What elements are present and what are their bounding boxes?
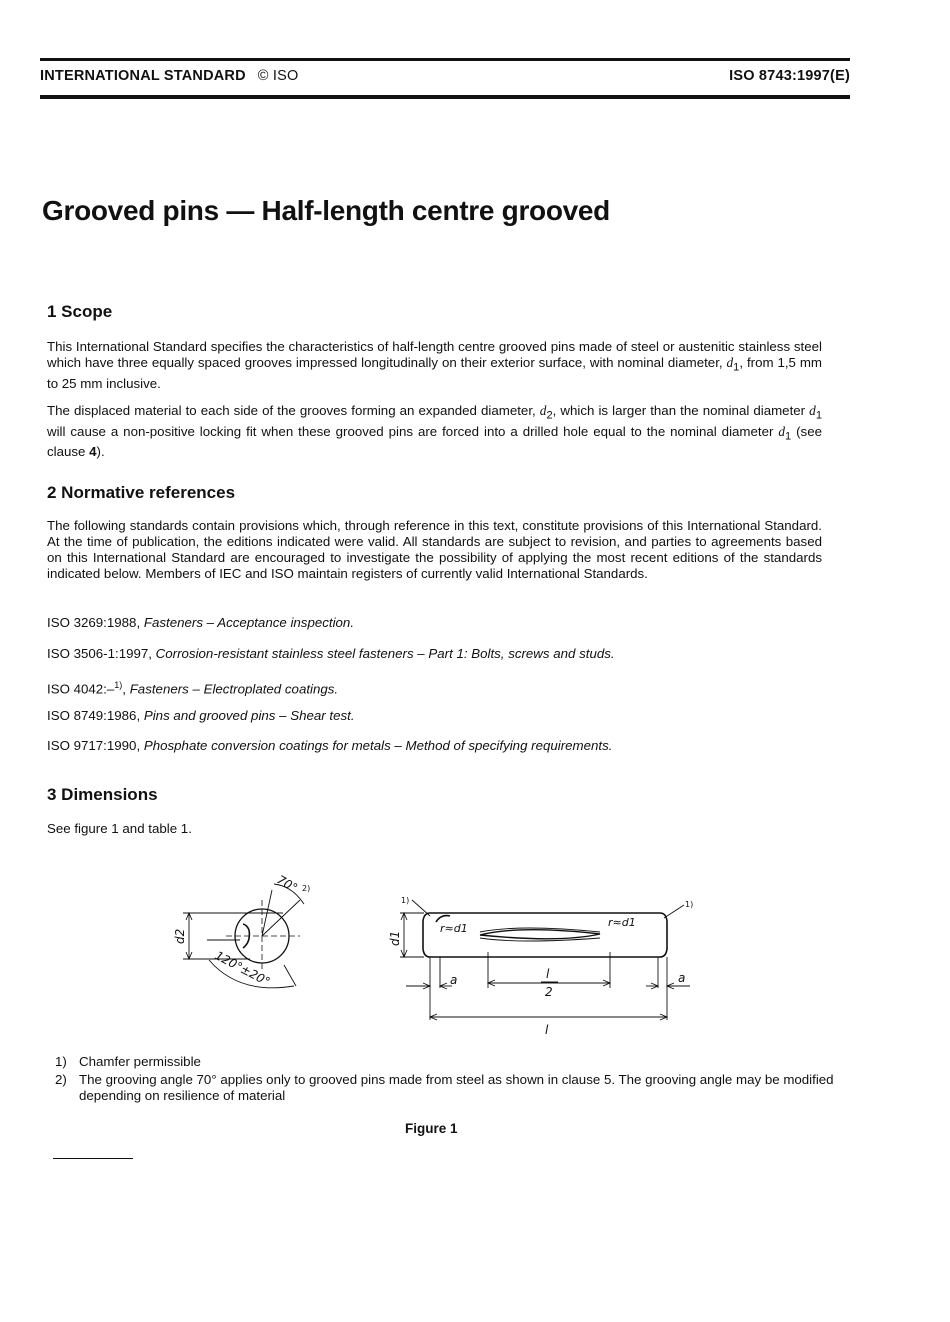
- footnote-separator: [53, 1158, 133, 1159]
- angle-leader-line: [262, 900, 300, 936]
- header-top-rule: [40, 58, 850, 61]
- symbol-d: d: [809, 403, 816, 418]
- reference-item: [47, 615, 354, 631]
- scope-paragraph-2: [47, 403, 822, 460]
- reference-title: Fasteners – Acceptance inspection.: [143, 615, 355, 630]
- half-length-numerator: l: [546, 967, 550, 981]
- half-length-denominator: 2: [545, 985, 553, 999]
- symbol-d: d: [539, 403, 547, 418]
- angle-leader-line: [284, 965, 296, 986]
- reference-item: [47, 677, 338, 697]
- page-title: Grooved pins — Half-length centre grooved: [42, 195, 610, 226]
- footnote-number: 1): [55, 1054, 67, 1069]
- groove-outline: [480, 930, 600, 939]
- side-view: [400, 900, 690, 1020]
- scope-p2-text-d: (see clause: [47, 423, 822, 460]
- scope-p2-text-a: The displaced material to each side of the grooves forming an expanded diameter,: [47, 403, 540, 418]
- figure-footnote: [55, 1072, 839, 1104]
- angle-120-label: 120°±20°: [212, 948, 273, 989]
- figure-1-drawing: [0, 860, 950, 1040]
- copyright-notice: © ISO: [257, 68, 299, 84]
- reference-item: [47, 646, 615, 662]
- scope-paragraph-1: [47, 339, 822, 392]
- reference-code: ISO 3506-1:1997,: [47, 646, 156, 661]
- symbol-d: d: [726, 355, 734, 370]
- scope-p2-text-e: ).: [96, 444, 105, 460]
- scope-p2-text-b: , which is larger than the nominal diameter: [552, 403, 810, 418]
- radius-label-right: r≈d1: [608, 916, 636, 929]
- subscript: 1: [785, 430, 792, 443]
- clause-reference: 4: [89, 444, 97, 460]
- figure-caption: Figure 1: [405, 1121, 458, 1136]
- reference-code: ISO 4042:–: [47, 681, 115, 697]
- scope-p1-text-b: , from 1,5 mm to 25 mm inclusive.: [47, 355, 822, 391]
- normative-intro: The following standards contain provisions which, through reference in this text, constitute provisions of this International Standard. At the time of publication, the editions indicated were valid. All standards are subject to revision, and parties to agreements based on this International Standard are encouraged to investigate the possibility of applying the most recent editions of the standards indicated below. Members of IEC and ISO maintain registers of currently valid International Standards.: [47, 518, 822, 581]
- dimensions-text: See figure 1 and table 1.: [47, 821, 192, 836]
- reference-title: Fasteners – Electroplated coatings.: [129, 681, 339, 697]
- total-length-label: l: [545, 1023, 549, 1037]
- figure-footnote: [55, 1054, 839, 1070]
- header-bottom-rule: [40, 95, 850, 99]
- radius-label-left: r≈d1: [440, 922, 468, 935]
- a-label-left: a: [450, 973, 458, 987]
- scope-p2-text-c: will cause a non-positive locking fit when these grooved pins are forced into a drilled hole equal to the nominal diameter: [47, 423, 779, 439]
- subscript: 2: [546, 409, 553, 422]
- leader-line: [664, 905, 684, 918]
- d2-label: d2: [173, 928, 187, 944]
- header-left: [40, 68, 298, 84]
- footnote-number: 2): [55, 1072, 67, 1087]
- leader-line: [412, 900, 430, 916]
- standard-number: ISO 8743:1997(E): [729, 68, 850, 84]
- reference-title: Pins and grooved pins – Shear test.: [143, 708, 355, 723]
- reference-code: ISO 8749:1986,: [47, 708, 144, 723]
- dimensions-heading: 3 Dimensions: [47, 785, 158, 804]
- reference-code: ISO 9717:1990,: [47, 738, 144, 753]
- footnote-2-marker: 2): [302, 884, 311, 893]
- footnote-1-marker-left: 1): [401, 896, 410, 905]
- subscript: 1: [733, 361, 740, 374]
- d1-label: d1: [388, 930, 402, 946]
- symbol-d: d: [778, 423, 786, 439]
- subscript: 1: [815, 409, 822, 422]
- reference-separator: ,: [122, 681, 130, 697]
- reference-item: [47, 738, 612, 754]
- footnote-1-marker-right: 1): [685, 900, 694, 909]
- footnote-text: Chamfer permissible: [79, 1054, 201, 1069]
- reference-title: Phosphate conversion coatings for metals – Method of specifying requirements.: [143, 738, 613, 753]
- scope-p1-text-a: This International Standard specifies the characteristics of half-length centre grooved pins made of steel or austenitic stainless steel which have three equally spaced grooves impressed longitudinally on their exterior surface, with nominal diameter,: [47, 339, 822, 370]
- a-label-right: a: [678, 971, 686, 985]
- scope-heading: 1 Scope: [47, 302, 113, 321]
- footnote-text: The grooving angle 70° applies only to grooved pins made from steel as shown in clause 5. The grooving angle may be modified depending on resilience of material: [79, 1072, 834, 1103]
- angle-70-label: 70°: [274, 872, 300, 896]
- reference-code: ISO 3269:1988,: [47, 615, 144, 630]
- reference-title: Corrosion-resistant stainless steel fasteners – Part 1: Bolts, screws and studs.: [155, 646, 615, 661]
- standard-type: INTERNATIONAL STANDARD: [40, 68, 246, 84]
- reference-item: [47, 708, 355, 724]
- normative-references-heading: 2 Normative references: [47, 483, 236, 502]
- footnote-marker: 1): [114, 680, 123, 690]
